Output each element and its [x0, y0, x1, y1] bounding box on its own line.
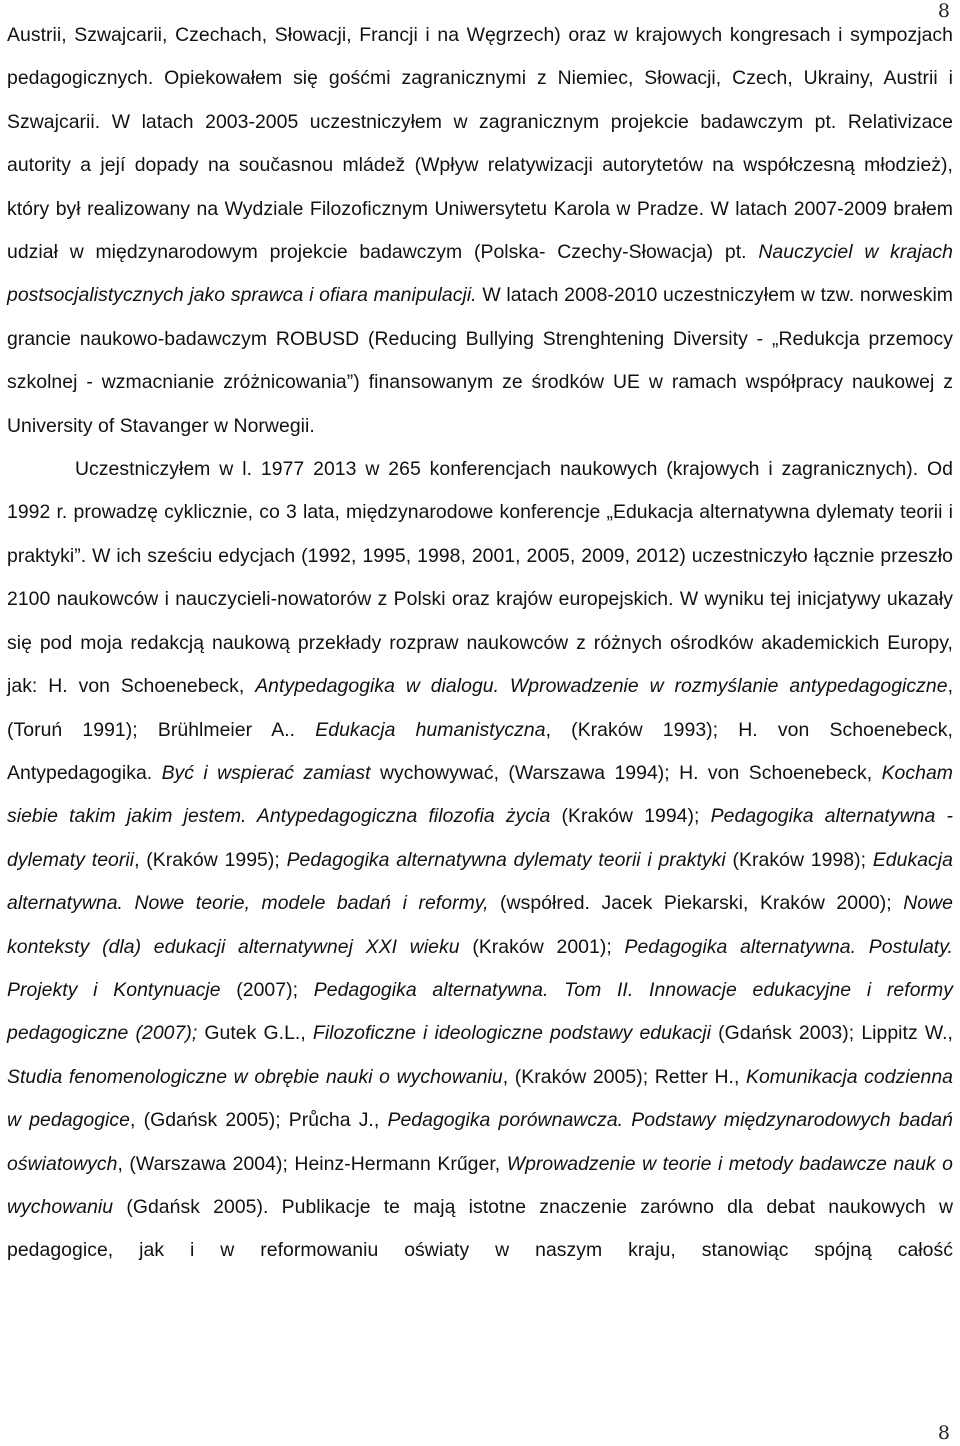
- italic-title: Filozoficzne i ideologiczne podstawy edukacji: [312, 1022, 712, 1045]
- paragraph-projects: [7, 14, 953, 448]
- text-run: (współred. Jacek Piekarski, Kraków 2000);: [488, 892, 904, 915]
- italic-title: Antypedagogika w dialogu. Wprowadzenie w rozmyślanie antypedagogiczne: [255, 675, 948, 698]
- text-run: (Kraków 1998);: [725, 848, 873, 871]
- text-run: (Gdańsk 2005). Publikacje te mają istotne znaczenie zarówno dla debat naukowych w pedagogice, jak i w reformowaniu oświaty w naszym kraju, stanowiąc spójną całość: [7, 1195, 953, 1262]
- text-run: Austrii, Szwajcarii, Czechach, Słowacji, Francji i na Węgrzech) oraz w krajowych kongresach i sympozjach pedagogicznych. Opiekowałem się gośćmi zagranicznymi z Niemiec, Słowacji, Czech, Ukrainy, Austrii i Szwajcarii. W latach 2003-2005 uczestniczyłem w zagranicznym projekcie badawczym pt. Relativizace autority a její dopady na současnou mládež (Wpływ relatywizacji autorytetów na współczesną młodzież), który był realizowany na Wydziale Filozoficznym Uniwersytetu Karola w Pradze. W latach 2007-2009 brałem udział w międzynarodowym projekcie badawczym (Polska- Czechy-Słowacja) pt.: [7, 24, 953, 264]
- italic-title: Kocham siebie takim jakim jestem. Antypedagogiczna filozofia życia: [7, 761, 954, 828]
- page-number-top: 8: [937, 0, 950, 22]
- text-run: W latach 2008-2010 uczestniczyłem w tzw. norweskim grancie naukowo-badawczym ROBUSD (Reducing Bullying Strenghtening Diversity - „Redukcja przemocy szkolnej - wzmacnianie zróżnicowania”) finansowanym ze środków UE w ramach współpracy naukowej z University of Stavanger w Norwegii.: [7, 284, 954, 437]
- italic-title: Pedagogika porównawcza. Podstawy międzynarodowych badań oświatowych: [7, 1109, 953, 1175]
- italic-title: Pedagogika alternatywna. Tom II. Innowacje edukacyjne i reformy pedagogiczne (2007);: [7, 978, 953, 1045]
- text-run: wychowywać, (Warszawa 1994); H. von Schoenebeck,: [370, 761, 882, 784]
- text-run: , (Kraków 2005); Retter H.,: [502, 1065, 746, 1088]
- italic-title: Edukacja alternatywna. Nowe teorie, modele badań i reformy,: [7, 848, 953, 915]
- page-number-bottom: 8: [937, 1422, 950, 1444]
- text-run: (Gdańsk 2003); Lippitz W.,: [711, 1022, 953, 1045]
- italic-title: Edukacja humanistyczna: [315, 718, 546, 741]
- text-run: Uczestniczyłem w l. 1977 2013 w 265 konferencjach naukowych (krajowych i zagranicznych). Od 1992 r. prowadzę cyklicznie, co 3 lata, międzynarodowe konferencje „Edukacja alternatywna dylematy teorii i praktyki”. W ich sześciu edycjach (1992, 1995, 1998, 2001, 2005, 2009, 2012) uczestniczyło łącznie przeszło 2100 naukowców i nauczycieli-nowatorów z Polski oraz krajów europejskich. W wyniku tej inicjatywy ukazały się pod moja redakcją naukową przekłady rozpraw naukowców z różnych ośrodków akademickich Europy, jak: H. von Schoenebeck,: [7, 458, 953, 698]
- text-run: (2007);: [220, 978, 314, 1001]
- text-run: Gutek G.L.,: [197, 1022, 313, 1045]
- italic-title: Wprowadzenie w teorie i metody badawcze nauk o wychowaniu: [7, 1152, 953, 1218]
- text-run: (Kraków 2001);: [459, 935, 625, 958]
- italic-title: Komunikacja codzienna w pedagogice: [7, 1065, 954, 1132]
- text-run: , (Kraków 1995);: [134, 848, 287, 871]
- italic-title: Pedagogika alternatywna. Postulaty. Projekty i Kontynuacje: [7, 935, 953, 1001]
- italic-title: Pedagogika alternatywna dylematy teorii i praktyki: [286, 848, 726, 871]
- text-run: , (Toruń 1991); Brühlmeier A..: [7, 675, 953, 741]
- italic-title: Nowe konteksty (dla) edukacji alternatywnej XXI wieku: [7, 892, 953, 958]
- text-run: (Kraków 1994);: [550, 805, 711, 828]
- paragraph-conferences: [7, 448, 953, 1273]
- text-run: , (Gdańsk 2005); Průcha J.,: [129, 1109, 388, 1132]
- italic-title: Nauczyciel w krajach postsocjalistycznych jako sprawca i ofiara manipulacji.: [7, 241, 953, 307]
- text-run: , (Kraków 1993); H. von Schoenebeck, Antypedagogika.: [7, 718, 953, 784]
- text-run: , (Warszawa 2004); Heinz-Hermann Krűger,: [117, 1152, 507, 1175]
- document-body: [7, 14, 953, 1273]
- italic-title: Być i wspierać zamiast: [161, 761, 371, 784]
- italic-title: Studia fenomenologiczne w obrębie nauki o wychowaniu: [7, 1065, 503, 1088]
- italic-title: Pedagogika alternatywna - dylematy teorii: [7, 805, 953, 871]
